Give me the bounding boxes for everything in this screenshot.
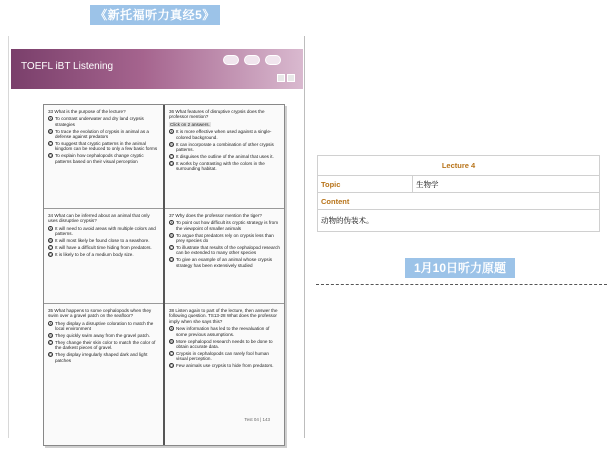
option-text: It works by contrasting with the colors in the surrounding habitat. xyxy=(176,160,265,172)
answer-option xyxy=(48,226,160,237)
option-a-box: A xyxy=(170,130,173,135)
content-label: Content xyxy=(318,193,600,210)
answer-option xyxy=(169,363,281,368)
question-38 xyxy=(169,308,281,370)
question-36 xyxy=(169,109,281,173)
answer-option xyxy=(169,245,281,256)
option-a-circle: A xyxy=(49,321,52,326)
answer-option xyxy=(48,333,160,338)
option-text: They display a disruptive coloration to match the local environment xyxy=(55,320,154,332)
option-b-circle: B xyxy=(170,233,173,238)
row-divider xyxy=(44,303,163,304)
answer-option xyxy=(48,129,160,140)
option-text: Few animals use crypsis to hide from predators. xyxy=(176,363,274,369)
answer-count-hint: Click on 2 answers. xyxy=(170,121,210,127)
answer-option xyxy=(169,161,281,172)
question-stem: 36 What features of disruptive crypsis does the professor mention? xyxy=(169,109,265,120)
header-button-group xyxy=(277,74,295,82)
option-d-box: D xyxy=(170,161,173,166)
option-text: To illustrate that results of the cephalopod research can be extended to many other species xyxy=(176,245,280,256)
option-b-box: B xyxy=(170,142,173,147)
option-c-circle: C xyxy=(170,351,173,356)
book-title-banner: 《新托福听力真经5》 xyxy=(90,5,220,25)
option-text: More cephalopod research needs to be done to obtain accurate data. xyxy=(176,338,273,349)
book-header-title: TOEFL iBT Listening xyxy=(21,61,114,72)
question-stem: 33 What is the purpose of the lecture? xyxy=(48,109,126,114)
option-b-circle: B xyxy=(49,129,52,134)
option-b-circle: B xyxy=(49,334,52,339)
topic-label: Topic xyxy=(318,176,413,193)
question-page xyxy=(43,104,285,446)
answer-option xyxy=(48,116,160,127)
option-b-circle: B xyxy=(170,339,173,344)
answer-option xyxy=(169,142,281,153)
table-header: Lecture 4 xyxy=(318,156,600,176)
option-c-circle: C xyxy=(49,341,52,346)
option-c-box: C xyxy=(170,154,173,159)
option-c-circle: C xyxy=(49,142,52,147)
question-stem: 35 What happens to some cephalopods when they swim over a gravel patch on the seafloor? xyxy=(48,308,152,319)
header-icon-group xyxy=(223,55,281,65)
option-text: To argue that predators rely on crypsis less than prey species do xyxy=(176,232,274,244)
answer-option xyxy=(169,233,281,244)
volume-icon xyxy=(223,55,239,65)
option-text: It is likely to be of a medium body size. xyxy=(55,251,134,257)
timer-button xyxy=(287,74,295,82)
question-35 xyxy=(48,308,160,365)
option-a-circle: A xyxy=(49,117,52,122)
answer-option xyxy=(48,321,160,332)
column-divider xyxy=(163,105,165,445)
question-stem: 37 Why does the professor mention the tiger? xyxy=(169,213,262,218)
answer-option xyxy=(48,238,160,243)
answer-option xyxy=(48,153,160,164)
option-text: They display irregularly shaped dark and light patches xyxy=(55,352,148,363)
answer-option xyxy=(169,220,281,231)
option-d-circle: D xyxy=(49,252,52,257)
answer-option xyxy=(169,129,281,140)
date-banner: 1月10日听力原题 xyxy=(405,258,515,278)
row-divider xyxy=(44,208,163,209)
option-b-circle: B xyxy=(49,239,52,244)
option-text: They quickly swim away from the gravel patch. xyxy=(55,333,150,339)
answer-option xyxy=(48,252,160,257)
option-a-circle: A xyxy=(49,226,52,231)
option-c-circle: C xyxy=(49,246,52,251)
option-text: To give an example of an animal whose crypsis strategy has been extensively studied xyxy=(176,257,273,268)
answer-option xyxy=(48,352,160,363)
option-d-circle: D xyxy=(170,258,173,263)
option-d-circle: D xyxy=(49,353,52,358)
option-text: They change their skin color to match the color of the darkest pieces of gravel. xyxy=(55,340,156,351)
option-text: It can incorporate a combination of other crypsis patterns. xyxy=(176,141,274,152)
row-divider xyxy=(165,208,284,209)
option-d-circle: D xyxy=(170,364,173,369)
row-divider xyxy=(165,303,284,304)
book-header-bar xyxy=(11,49,303,89)
option-text: It is more effective when used against a single-colored background. xyxy=(176,129,272,140)
question-37 xyxy=(169,213,281,270)
option-a-circle: A xyxy=(170,327,173,332)
topic-value: 生物学 xyxy=(413,176,600,193)
option-text: New information has led to the reevaluation of some previous assumptions. xyxy=(176,326,270,337)
answer-option xyxy=(48,141,160,152)
next-icon xyxy=(265,55,281,65)
option-text: To trace the evolution of crypsis in animal as a defense against predators xyxy=(55,128,149,140)
page-number: Test 04 | 143 xyxy=(244,417,270,422)
option-text: To contrast underwater and dry land crypsis strategies xyxy=(55,116,144,127)
option-text: It disguises the outline of the animal that uses it. xyxy=(176,153,274,159)
answer-option xyxy=(169,351,281,362)
ok-button xyxy=(277,74,285,82)
dashed-separator xyxy=(316,284,607,285)
option-text: Crypsis in cephalopods can rarely fool human visual perception. xyxy=(176,350,269,362)
option-d-circle: D xyxy=(49,154,52,159)
option-text: To point out how difficult its cryptic strategy is from the viewpoint of smaller animals xyxy=(176,220,279,231)
option-text: It will need to avoid areas with multiple colors and patterns. xyxy=(55,225,156,237)
question-stem: 38 Listen again to part of the lecture, then answer the following question. TS13-28 What does the professor imply when she says this? xyxy=(169,308,278,324)
answer-option xyxy=(169,154,281,159)
answer-option xyxy=(48,340,160,351)
help-icon xyxy=(244,55,260,65)
option-text: It will most likely be found close to a seashore. xyxy=(55,238,150,244)
scanned-book-page xyxy=(8,36,305,438)
answer-option xyxy=(169,257,281,268)
option-text: To explain how cephalopods change cryptic patterns based on their visual perception xyxy=(55,153,144,164)
question-stem: 34 What can be inferred about an animal that only uses disruptive crypsis? xyxy=(48,213,150,224)
answer-option xyxy=(169,339,281,350)
lecture-summary-table xyxy=(317,155,600,232)
option-c-circle: C xyxy=(170,246,173,251)
answer-option xyxy=(169,326,281,337)
answer-option xyxy=(48,245,160,250)
option-text: It will have a difficult time hiding from predators. xyxy=(55,245,152,251)
question-34 xyxy=(48,213,160,259)
option-text: To suggest that cryptic patterns in the animal kingdom can be reduced to only a few basic forms xyxy=(55,141,158,152)
question-33 xyxy=(48,109,160,166)
option-a-circle: A xyxy=(170,221,173,226)
content-value: 动物的伪装术。 xyxy=(318,210,600,232)
